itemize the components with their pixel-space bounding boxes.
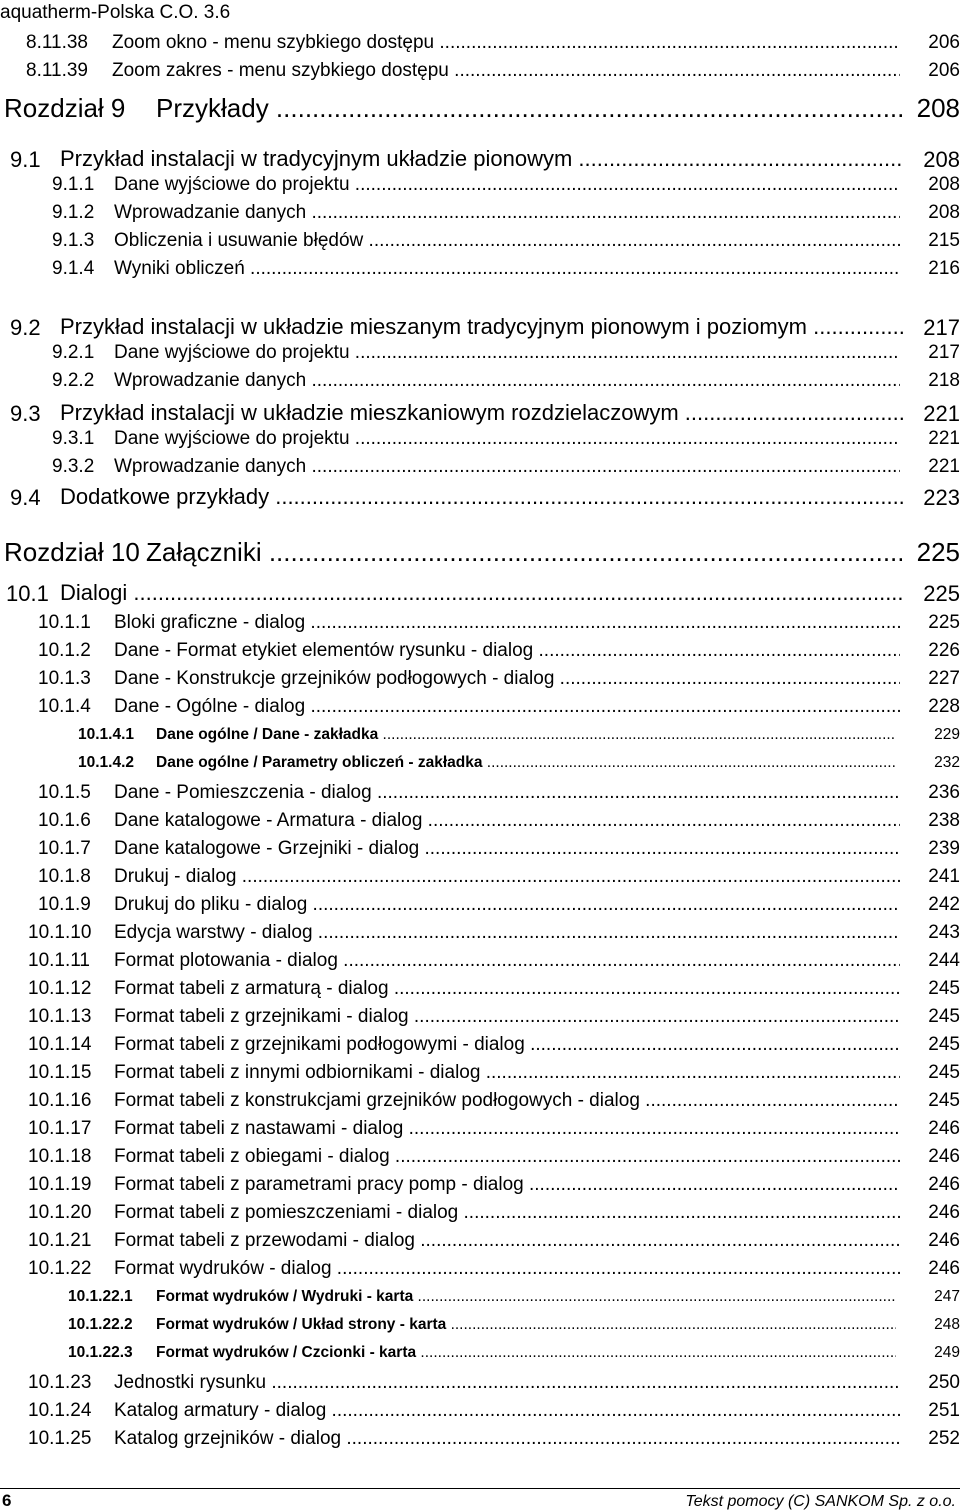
toc-entry[interactable] xyxy=(0,172,960,196)
toc-entry-number: 10.1.20 xyxy=(28,1202,92,1224)
toc-entry-page: 225 xyxy=(923,580,960,606)
toc-entry[interactable] xyxy=(0,1370,960,1394)
header-title: aquatherm-Polska C.O. 3.6 xyxy=(0,2,231,23)
toc-entry-title-leader xyxy=(114,810,900,832)
toc-entry-number: 9.2.1 xyxy=(52,342,95,364)
toc-entry-page: 221 xyxy=(928,428,960,450)
toc-entry-page: 218 xyxy=(928,370,960,392)
toc-entry-title[interactable]: Format plotowania - dialog xyxy=(114,950,338,971)
toc-entry-number: 9.1.3 xyxy=(52,230,95,252)
toc-entry-page: 252 xyxy=(928,1428,960,1450)
toc-entry-page: 250 xyxy=(928,1372,960,1394)
toc-entry[interactable] xyxy=(0,454,960,478)
toc-entry-title-leader xyxy=(114,1400,900,1422)
toc-entry-number: 10.1.24 xyxy=(28,1400,92,1422)
toc-entry-number: 9.1.2 xyxy=(52,202,95,224)
toc-entry-title-leader xyxy=(114,838,900,860)
toc-entry-title[interactable]: Przykłady xyxy=(156,93,269,123)
toc-entry-title-leader xyxy=(114,174,900,196)
toc-entry-title-leader xyxy=(146,537,902,568)
toc-entry-title[interactable]: Format wydruków / Czcionki - karta xyxy=(156,1344,417,1361)
toc-entry-title-leader xyxy=(114,1372,900,1394)
toc-entry-title[interactable]: Katalog armatury - dialog xyxy=(114,1400,327,1421)
toc-entry[interactable] xyxy=(0,920,960,944)
toc-entry-page: 206 xyxy=(928,60,960,82)
toc-entry-title[interactable]: Format tabeli z przewodami - dialog xyxy=(114,1230,415,1251)
toc-entry-number: 9.3 xyxy=(10,400,41,426)
toc-entry[interactable] xyxy=(0,1426,960,1450)
toc-entry[interactable] xyxy=(0,892,960,916)
toc-entry[interactable] xyxy=(0,780,960,804)
toc-entry-number: 10.1.22.3 xyxy=(68,1344,133,1362)
toc-entry-title-leader xyxy=(114,696,900,718)
toc-entry-number: 8.11.39 xyxy=(26,60,88,82)
toc-entry[interactable] xyxy=(0,1342,960,1362)
toc-entry-title[interactable]: Format tabeli z obiegami - dialog xyxy=(114,1146,390,1167)
toc-entry-number: 10.1.4 xyxy=(38,696,91,718)
toc-entry-page: 243 xyxy=(928,922,960,944)
toc-entry-title-leader xyxy=(156,754,896,772)
toc-entry-page: 245 xyxy=(928,1090,960,1112)
toc-entry-title[interactable]: Wprowadzanie danych xyxy=(114,456,307,477)
toc-entry-title-leader xyxy=(60,314,904,340)
toc-entry[interactable] xyxy=(0,1228,960,1252)
toc-entry-title[interactable]: Katalog grzejników - dialog xyxy=(114,1428,342,1449)
toc-entry-page: 246 xyxy=(928,1118,960,1140)
toc-entry-number: 10.1.19 xyxy=(28,1174,92,1196)
toc-entry[interactable] xyxy=(0,30,960,54)
toc-entry[interactable] xyxy=(0,694,960,718)
toc-entry-page: 228 xyxy=(928,696,960,718)
toc-entry-title[interactable]: Wprowadzanie danych xyxy=(114,370,307,391)
toc-entry-number: 9.3.2 xyxy=(52,456,95,478)
toc-entry-title[interactable]: Bloki graficzne - dialog xyxy=(114,612,306,633)
toc-entry-title-leader xyxy=(114,1118,900,1140)
toc-entry-title-leader xyxy=(114,1258,900,1280)
toc-entry-page: 208 xyxy=(928,174,960,196)
toc-entry-title-leader xyxy=(114,1146,900,1168)
toc-entry-number: 10.1.22 xyxy=(28,1258,92,1280)
toc-entry-number: 10.1.4.2 xyxy=(78,754,135,772)
toc-entry-title-leader xyxy=(114,978,900,1000)
toc-entry-title[interactable]: Dane wyjściowe do projektu xyxy=(114,428,350,449)
toc-entry-title-leader xyxy=(114,1202,900,1224)
toc-entry-title-leader xyxy=(114,1090,900,1112)
toc-entry-title[interactable]: Dialogi xyxy=(60,580,128,605)
toc-entry[interactable] xyxy=(0,948,960,972)
toc-entry-page: 217 xyxy=(923,314,960,340)
toc-entry-number: 10.1.25 xyxy=(28,1428,92,1450)
toc-entry[interactable] xyxy=(0,144,960,172)
toc-entry-title[interactable]: Dane - Format etykiet elementów rysunku - dialog xyxy=(114,640,534,661)
toc-entry-title[interactable]: Przykład instalacji w tradycyjnym układzie pionowym xyxy=(60,146,573,171)
toc-entry-number: 10.1.14 xyxy=(28,1034,92,1056)
toc-entry-number: 10.1.9 xyxy=(38,894,91,916)
toc-entry[interactable] xyxy=(0,578,960,606)
toc-entry[interactable] xyxy=(0,1060,960,1084)
toc-entry-title[interactable]: Dane - Konstrukcje grzejników podłogowych - dialog xyxy=(114,668,555,689)
toc-entry-title-leader xyxy=(60,484,904,510)
toc-entry-title[interactable]: Dane ogólne / Parametry obliczeń - zakładka xyxy=(156,754,483,771)
page-number: 6 xyxy=(2,1491,12,1510)
toc-entry-title[interactable]: Format tabeli z armaturą - dialog xyxy=(114,978,389,999)
toc-entry-page: 251 xyxy=(928,1400,960,1422)
toc-entry-number: 10.1.11 xyxy=(28,950,90,972)
toc-entry-page: 241 xyxy=(928,866,960,888)
toc-entry-title-leader xyxy=(114,782,900,804)
toc-entry-title[interactable]: Edycja warstwy - dialog xyxy=(114,922,313,943)
toc-entry-page: 221 xyxy=(928,456,960,478)
toc-entry-page: 229 xyxy=(934,726,960,744)
footer-divider xyxy=(0,1488,960,1489)
toc-entry-title-leader xyxy=(156,1344,896,1362)
toc-entry-title-leader xyxy=(114,1006,900,1028)
toc-entry-title[interactable]: Wyniki obliczeń xyxy=(114,258,245,279)
toc-entry-page: 245 xyxy=(928,1034,960,1056)
toc-entry-page: 225 xyxy=(928,612,960,634)
toc-entry-title-leader xyxy=(156,1288,896,1306)
toc-entry-page: 236 xyxy=(928,782,960,804)
toc-entry[interactable] xyxy=(0,1286,960,1306)
toc-entry-title[interactable]: Zoom zakres - menu szybkiego dostępu xyxy=(112,60,449,81)
toc-entry-title-leader xyxy=(112,60,900,82)
toc-entry-title[interactable]: Format tabeli z parametrami pracy pomp - dialog xyxy=(114,1174,524,1195)
toc-entry-title-leader xyxy=(156,93,902,124)
toc-entry-title-leader xyxy=(60,400,904,426)
toc-entry-title-leader xyxy=(114,612,900,634)
toc-entry-title-leader xyxy=(114,922,900,944)
toc-entry[interactable] xyxy=(0,976,960,1000)
toc-entry-title-leader xyxy=(114,1062,900,1084)
toc-entry-title[interactable]: Dane wyjściowe do projektu xyxy=(114,174,350,195)
toc-entry-number: 10.1.13 xyxy=(28,1006,92,1028)
toc-entry-page: 239 xyxy=(928,838,960,860)
toc-entry[interactable] xyxy=(0,340,960,364)
toc-entry-title[interactable]: Format tabeli z innymi odbiornikami - dialog xyxy=(114,1062,481,1083)
toc-entry-title[interactable]: Format wydruków / Układ strony - karta xyxy=(156,1316,447,1333)
toc-entry-title[interactable]: Format tabeli z konstrukcjami grzejników podłogowych - dialog xyxy=(114,1090,640,1111)
toc-entry-page: 248 xyxy=(934,1316,960,1334)
toc-entry-title[interactable]: Wprowadzanie danych xyxy=(114,202,307,223)
toc-entry-page: 208 xyxy=(923,146,960,172)
toc-entry-title[interactable]: Załączniki xyxy=(146,537,262,567)
toc-entry-title-leader xyxy=(156,1316,896,1334)
toc-entry-title[interactable]: Drukuj do pliku - dialog xyxy=(114,894,308,915)
toc-entry-number: 9.4 xyxy=(10,484,41,510)
toc-entry-number: 10.1.16 xyxy=(28,1090,92,1112)
toc-entry-page: 217 xyxy=(928,342,960,364)
toc-entry-title-leader xyxy=(114,230,900,252)
toc-entry[interactable] xyxy=(0,536,960,568)
toc-entry-title-leader xyxy=(60,580,904,606)
toc-entry[interactable] xyxy=(0,724,960,744)
toc-entry-title-leader xyxy=(114,894,900,916)
toc-entry[interactable] xyxy=(0,666,960,690)
footer-copyright: Tekst pomocy (C) SANKOM Sp. z o.o. xyxy=(685,1493,956,1510)
toc-entry-page: 206 xyxy=(928,32,960,54)
toc-entry-title-leader xyxy=(114,950,900,972)
toc-entry-title[interactable]: Dane - Ogólne - dialog xyxy=(114,696,306,717)
toc-entry-title[interactable]: Format tabeli z grzejnikami - dialog xyxy=(114,1006,409,1027)
toc-entry[interactable] xyxy=(0,58,960,82)
toc-entry[interactable] xyxy=(0,1314,960,1334)
toc-entry[interactable] xyxy=(0,1088,960,1112)
toc-entry[interactable] xyxy=(0,1398,960,1422)
toc-entry-page: 208 xyxy=(928,202,960,224)
toc-entry-number: 9.2 xyxy=(10,314,41,340)
toc-entry-title-leader xyxy=(114,370,900,392)
toc-entry-title[interactable]: Dane katalogowe - Grzejniki - dialog xyxy=(114,838,420,859)
toc-entry[interactable] xyxy=(0,864,960,888)
toc-entry-page: 238 xyxy=(928,810,960,832)
toc-entry-title[interactable]: Dane - Pomieszczenia - dialog xyxy=(114,782,372,803)
toc-entry-title[interactable]: Przykład instalacji w układzie mieszanym tradycyjnym pionowym i poziomym xyxy=(60,314,808,339)
toc-entry-title-leader xyxy=(114,428,900,450)
toc-entry[interactable] xyxy=(0,1144,960,1168)
toc-entry-number: 10.1.15 xyxy=(28,1062,92,1084)
toc-entry-page: 246 xyxy=(928,1258,960,1280)
toc-entry-title[interactable]: Format tabeli z grzejnikami podłogowymi - dialog xyxy=(114,1034,525,1055)
toc-entry-page: 245 xyxy=(928,1006,960,1028)
toc-entry-title-leader xyxy=(114,342,900,364)
toc-entry-title-leader xyxy=(60,146,904,172)
toc-entry[interactable] xyxy=(0,1004,960,1028)
toc-entry[interactable] xyxy=(0,312,960,340)
toc-entry-title-leader xyxy=(112,32,900,54)
toc-entry-title[interactable]: Obliczenia i usuwanie błędów xyxy=(114,230,364,251)
toc-entry-number: 9.1.1 xyxy=(52,174,95,196)
toc-entry-page: 246 xyxy=(928,1146,960,1168)
toc-entry-number: 10.1.21 xyxy=(28,1230,92,1252)
toc-entry[interactable] xyxy=(0,92,960,124)
toc-entry-number: 10.1.7 xyxy=(38,838,91,860)
toc-entry-page: 221 xyxy=(923,400,960,426)
toc-entry-number: Rozdział 9 xyxy=(4,93,126,124)
toc-entry-number: 10.1.17 xyxy=(28,1118,92,1140)
toc-entry[interactable] xyxy=(0,1116,960,1140)
toc-entry-number: 8.11.38 xyxy=(26,32,88,54)
toc-entry-number: 10.1.3 xyxy=(38,668,91,690)
toc-entry-number: 10.1.22.2 xyxy=(68,1316,133,1334)
toc-entry-page: 242 xyxy=(928,894,960,916)
toc-entry-page: 226 xyxy=(928,640,960,662)
toc-entry-page: 215 xyxy=(928,230,960,252)
toc-entry-title-leader xyxy=(114,1428,900,1450)
toc-entry[interactable] xyxy=(0,368,960,392)
toc-entry[interactable] xyxy=(0,256,960,280)
toc-entry-page: 246 xyxy=(928,1174,960,1196)
toc-entry-title[interactable]: Dane katalogowe - Armatura - dialog xyxy=(114,810,423,831)
toc-entry-title-leader xyxy=(114,1174,900,1196)
toc-entry[interactable] xyxy=(0,836,960,860)
toc-entry-page: 225 xyxy=(916,537,960,568)
toc-entry-number: Rozdział 10 xyxy=(4,537,140,568)
toc-entry-title-leader xyxy=(114,456,900,478)
toc-entry-page: 216 xyxy=(928,258,960,280)
toc-entry-number: 9.3.1 xyxy=(52,428,95,450)
toc-entry-page: 246 xyxy=(928,1230,960,1252)
toc-entry-title-leader xyxy=(114,258,900,280)
toc-entry[interactable] xyxy=(0,1032,960,1056)
toc-entry-title-leader xyxy=(156,726,896,744)
toc-entry-title-leader xyxy=(114,1230,900,1252)
toc-entry[interactable] xyxy=(0,752,960,772)
toc-entry[interactable] xyxy=(0,228,960,252)
toc-entry[interactable] xyxy=(0,1256,960,1280)
toc-entry-page: 245 xyxy=(928,978,960,1000)
toc-entry-number: 10.1.23 xyxy=(28,1372,92,1394)
toc-entry[interactable] xyxy=(0,808,960,832)
toc-entry[interactable] xyxy=(0,1172,960,1196)
toc-entry-page: 208 xyxy=(916,93,960,124)
toc-entry-title-leader xyxy=(114,640,900,662)
toc-entry[interactable] xyxy=(0,426,960,450)
toc-entry-page: 232 xyxy=(934,754,960,772)
toc-entry-title[interactable]: Przykład instalacji w układzie mieszkaniowym rozdzielaczowym xyxy=(60,400,679,425)
toc-entry-title[interactable]: Format tabeli z pomieszczeniami - dialog xyxy=(114,1202,459,1223)
toc-entry-title[interactable]: Drukuj - dialog xyxy=(114,866,237,887)
toc-entry-title[interactable]: Jednostki rysunku xyxy=(114,1372,267,1393)
toc-entry-number: 9.1 xyxy=(10,146,41,172)
toc-entry-page: 246 xyxy=(928,1202,960,1224)
toc-entry-number: 10.1.4.1 xyxy=(78,726,135,744)
toc-entry[interactable] xyxy=(0,200,960,224)
toc-entry-title[interactable]: Format wydruków - dialog xyxy=(114,1258,332,1279)
toc-entry-page: 223 xyxy=(923,484,960,510)
toc-entry-title[interactable]: Format wydruków / Wydruki - karta xyxy=(156,1288,414,1305)
toc-entry-number: 10.1.18 xyxy=(28,1146,92,1168)
toc-entry-number: 10.1.5 xyxy=(38,782,91,804)
toc-entry[interactable] xyxy=(0,638,960,662)
toc-entry-title[interactable]: Zoom okno - menu szybkiego dostępu xyxy=(112,32,435,53)
toc-entry-page: 227 xyxy=(928,668,960,690)
toc-entry[interactable] xyxy=(0,482,960,510)
toc-entry-number: 10.1 xyxy=(6,580,49,606)
toc-entry-number: 10.1.2 xyxy=(38,640,91,662)
toc-entry-title[interactable]: Dane ogólne / Dane - zakładka xyxy=(156,726,379,743)
toc-entry[interactable] xyxy=(0,610,960,634)
toc-entry-number: 10.1.12 xyxy=(28,978,92,1000)
toc-entry-page: 245 xyxy=(928,1062,960,1084)
toc-entry-number: 10.1.1 xyxy=(38,612,91,634)
toc-entry-number: 10.1.22.1 xyxy=(68,1288,133,1306)
toc-entry-title-leader xyxy=(114,668,900,690)
toc-entry-number: 9.1.4 xyxy=(52,258,95,280)
toc-entry-number: 9.2.2 xyxy=(52,370,95,392)
toc-entry[interactable] xyxy=(0,1200,960,1224)
toc-entry-number: 10.1.6 xyxy=(38,810,91,832)
toc-entry-page: 247 xyxy=(934,1288,960,1306)
toc-entry-number: 10.1.10 xyxy=(28,922,92,944)
toc-entry-title[interactable]: Format tabeli z nastawami - dialog xyxy=(114,1118,404,1139)
toc-entry-page: 249 xyxy=(934,1344,960,1362)
toc-entry-title[interactable]: Dane wyjściowe do projektu xyxy=(114,342,350,363)
toc-entry-title-leader xyxy=(114,202,900,224)
toc-entry-title-leader xyxy=(114,866,900,888)
toc-entry-title[interactable]: Dodatkowe przykłady xyxy=(60,484,270,509)
toc-entry-number: 10.1.8 xyxy=(38,866,91,888)
toc-entry-page: 244 xyxy=(928,950,960,972)
toc-entry-title-leader xyxy=(114,1034,900,1056)
toc-entry[interactable] xyxy=(0,398,960,426)
